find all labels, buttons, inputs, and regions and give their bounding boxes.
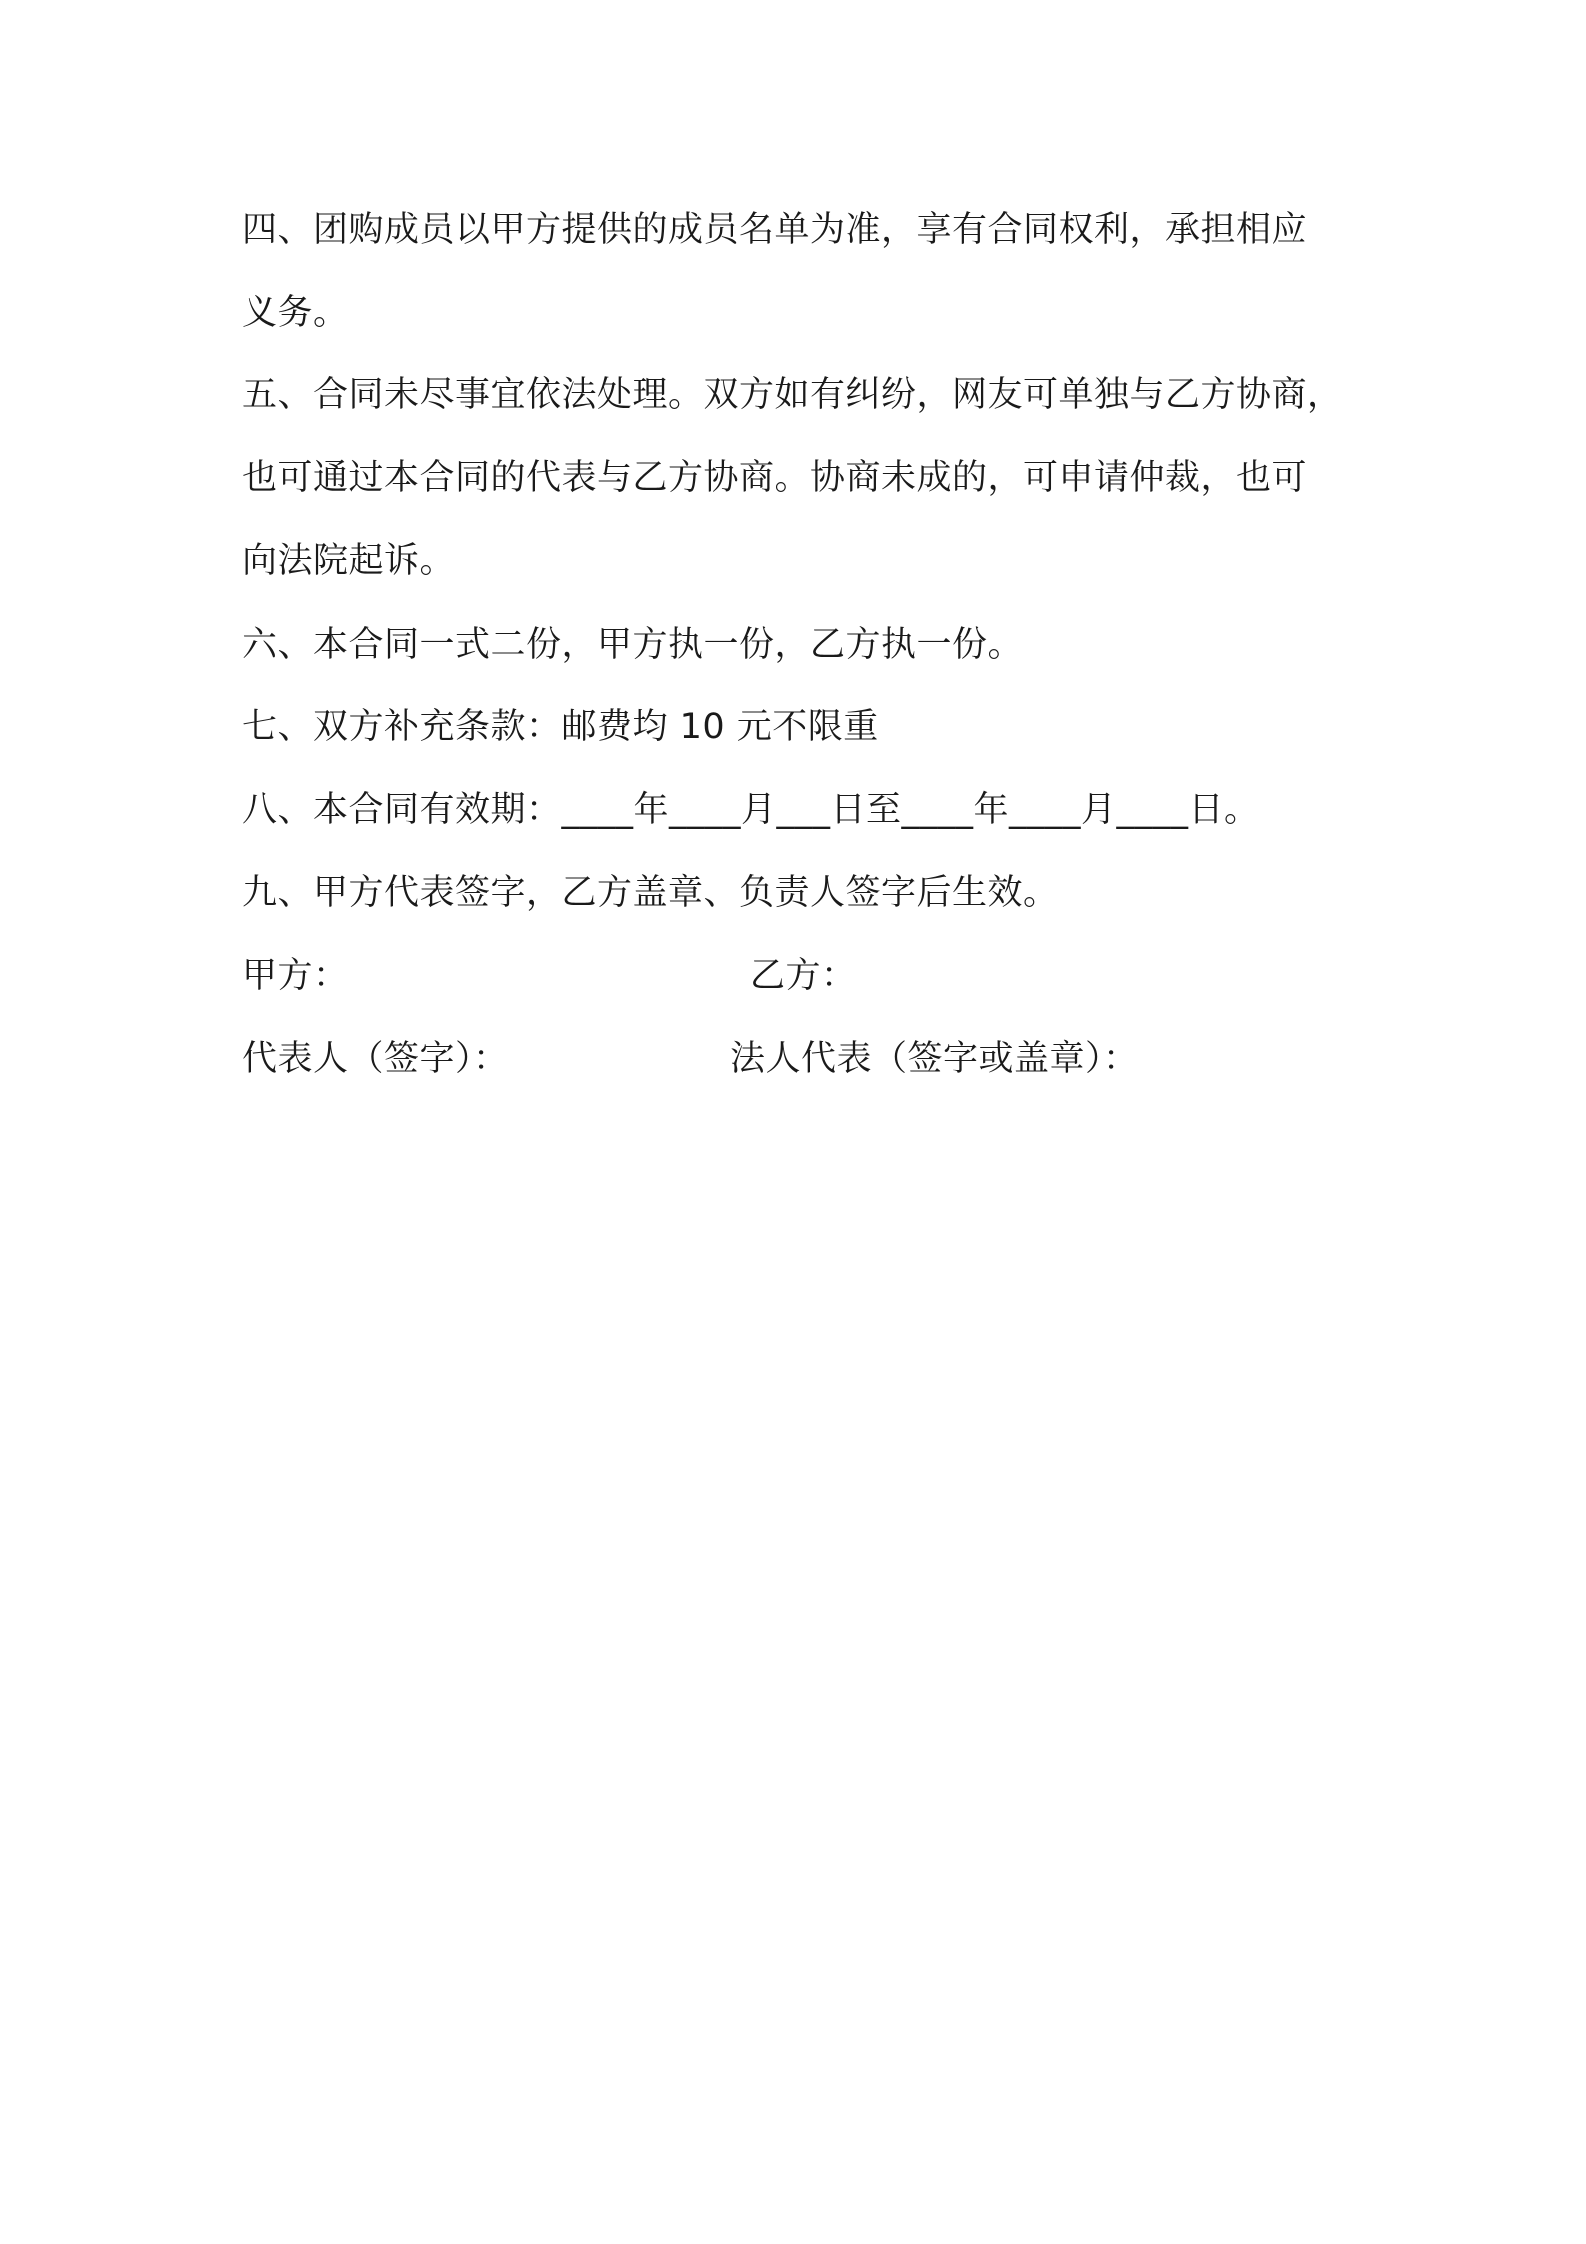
clause-6: 六、本合同一式二份，甲方执一份，乙方执一份。 (242, 625, 1024, 665)
party-b-legal-representative-label: 法人代表（签字或盖章）： (730, 1039, 1139, 1079)
clause-4-line-2: 义务。 (242, 293, 349, 333)
clause-4-line-1: 四、团购成员以甲方提供的成员名单为准，享有合同权利，承担相应 (242, 210, 1308, 250)
clause-5-line-1: 五、合同未尽事宜依法处理。双方如有纠纷，网友可单独与乙方协商， (242, 375, 1343, 415)
party-b-label: 乙方： (750, 956, 857, 996)
clause-5-line-3: 向法院起诉。 (242, 541, 456, 581)
clause-9: 九、甲方代表签字，乙方盖章、负责人签字后生效。 (242, 873, 1059, 913)
party-a-label: 甲方： (242, 956, 349, 996)
party-a-representative-label: 代表人（签字）： (242, 1039, 509, 1079)
clause-8: 八、本合同有效期：____年____月___日至____年____月____日。 (242, 790, 1260, 830)
clause-5-line-2: 也可通过本合同的代表与乙方协商。协商未成的，可申请仲裁，也可 (242, 458, 1308, 498)
clause-7: 七、双方补充条款：邮费均 10 元不限重 (242, 707, 879, 747)
